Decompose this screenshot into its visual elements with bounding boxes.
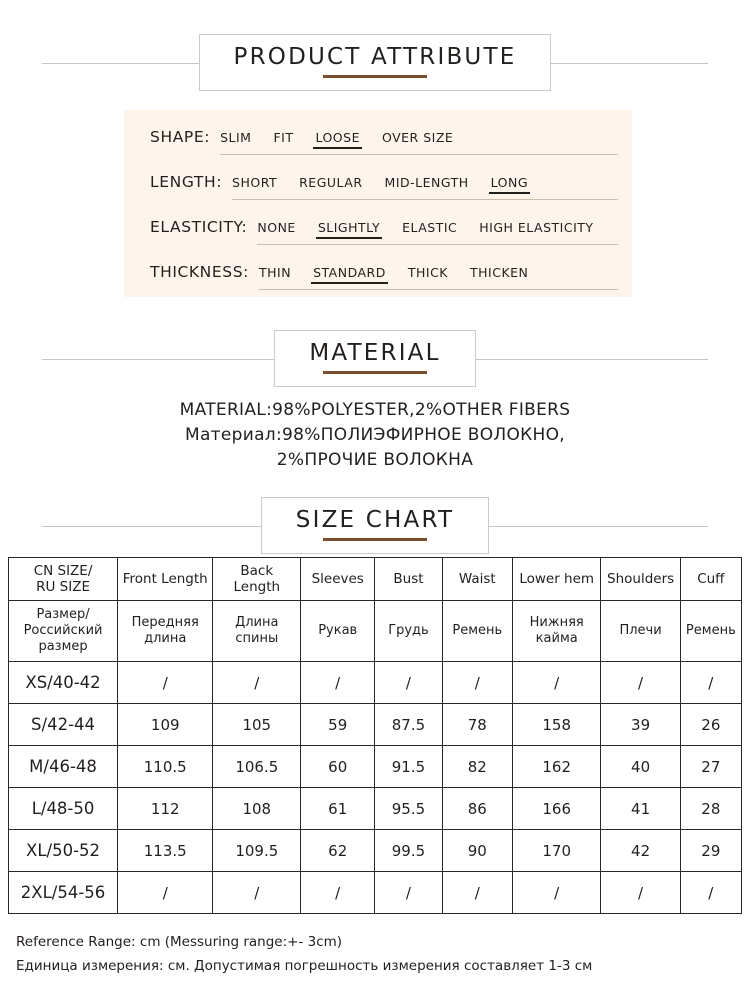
attribute-row-elasticity [150, 218, 618, 245]
header-cell-front-length: Front Length [118, 558, 213, 601]
attribute-option-over-size[interactable]: OVER SIZE [381, 130, 454, 145]
cell-waist: 86 [442, 788, 512, 830]
table-row [9, 830, 742, 872]
attribute-option-high-elasticity[interactable]: HIGH ELASTICITY [479, 220, 594, 235]
attribute-label-length: LENGTH: [150, 173, 223, 191]
cell-front-length: 110.5 [118, 746, 213, 788]
cell-size: S/42-44 [9, 704, 118, 746]
cell-size: XS/40-42 [9, 662, 118, 704]
cell-bust: 99.5 [375, 830, 442, 872]
size-chart-title: SIZE CHART [295, 507, 455, 533]
cell-cuff: 26 [680, 704, 741, 746]
cell-bust: 87.5 [375, 704, 442, 746]
header-cell-bust-ru: Грудь [375, 601, 442, 662]
header-cell-waist-ru: Ремень [442, 601, 512, 662]
cell-shoulders: 41 [601, 788, 680, 830]
cell-shoulders: 40 [601, 746, 680, 788]
attribute-option-slightly[interactable]: SLIGHTLY [318, 220, 380, 239]
header-cell-cuff-ru: Ремень [680, 601, 741, 662]
material-text-block [0, 398, 750, 473]
footnote-ru: Единица измерения: см. Допустимая погрешность измерения составляет 1-3 см [16, 958, 593, 974]
table-row [9, 788, 742, 830]
cell-size: 2XL/54-56 [9, 872, 118, 914]
header-cell-back-length: Back Length [213, 558, 301, 601]
footnotes [16, 930, 738, 978]
size-chart-title-box [261, 497, 489, 554]
ru-l1: Передняя [131, 615, 199, 630]
cell-cuff: 27 [680, 746, 741, 788]
header-cell-size-ru [9, 601, 118, 662]
cell-waist: / [442, 872, 512, 914]
header-size-line1: CN SIZE/ [33, 563, 93, 579]
ru-l2: кайма [535, 631, 578, 646]
attribute-option-mid-length[interactable]: MID-LENGTH [384, 175, 469, 190]
cell-cuff: 28 [680, 788, 741, 830]
material-line-ru-1: Материал:98%ПОЛИЭФИРНОЕ ВОЛОКНО, [185, 425, 565, 445]
header-cell-shoulders-ru: Плечи [601, 601, 680, 662]
cell-size: M/46-48 [9, 746, 118, 788]
cell-back-length: / [213, 662, 301, 704]
material-line-ru-2: 2%ПРОЧИЕ ВОЛОКНА [276, 450, 474, 470]
cell-lower-hem: 166 [512, 788, 601, 830]
cell-back-length: 105 [213, 704, 301, 746]
attribute-option-thick[interactable]: THICK [407, 265, 448, 280]
header-cell-shoulders: Shoulders [601, 558, 680, 601]
cell-sleeves: 59 [301, 704, 375, 746]
cell-sleeves: 62 [301, 830, 375, 872]
table-row [9, 704, 742, 746]
attribute-option-elastic[interactable]: ELASTIC [402, 220, 458, 235]
cell-lower-hem: / [512, 872, 601, 914]
material-banner [0, 330, 750, 387]
table-header-row-en [9, 558, 742, 601]
cell-shoulders: / [601, 662, 680, 704]
ru-l1: Длина [235, 615, 279, 630]
cell-shoulders: 42 [601, 830, 680, 872]
header-size-ru-line1: Размер/ [36, 607, 90, 622]
header-cell-cuff: Cuff [680, 558, 741, 601]
cell-front-length: / [118, 662, 213, 704]
attribute-options-shape [220, 130, 618, 155]
title-underline [323, 538, 427, 541]
attribute-option-short[interactable]: SHORT [232, 175, 278, 190]
cell-bust: / [375, 662, 442, 704]
title-underline [323, 371, 427, 374]
attribute-row-thickness [150, 263, 618, 290]
header-cell-lower-hem-ru [512, 601, 601, 662]
header-size-ru-line3: размер [38, 639, 88, 654]
attribute-row-length [150, 173, 618, 200]
product-attribute-title-box [199, 34, 552, 91]
cell-cuff: / [680, 662, 741, 704]
cell-sleeves: 60 [301, 746, 375, 788]
material-title-box [274, 330, 475, 387]
cell-sleeves: / [301, 662, 375, 704]
attribute-option-none[interactable]: NONE [257, 220, 296, 235]
attribute-row-shape [150, 128, 618, 155]
cell-lower-hem: 162 [512, 746, 601, 788]
table-header-row-ru [9, 601, 742, 662]
cell-lower-hem: 170 [512, 830, 601, 872]
cell-sleeves: 61 [301, 788, 375, 830]
cell-bust: 95.5 [375, 788, 442, 830]
header-cell-sleeves: Sleeves [301, 558, 375, 601]
size-chart-table [8, 557, 742, 914]
header-cell-size [9, 558, 118, 601]
attribute-option-regular[interactable]: REGULAR [299, 175, 363, 190]
cell-size: L/48-50 [9, 788, 118, 830]
cell-front-length: 112 [118, 788, 213, 830]
cell-waist: / [442, 662, 512, 704]
header-cell-lower-hem: Lower hem [512, 558, 601, 601]
table-row [9, 662, 742, 704]
attribute-label-thickness: THICKNESS: [150, 263, 249, 281]
cell-lower-hem: / [512, 662, 601, 704]
cell-back-length: 109.5 [213, 830, 301, 872]
table-row [9, 872, 742, 914]
attribute-options-thickness [259, 265, 618, 290]
attribute-option-long[interactable]: LONG [491, 175, 528, 194]
ru-l2: спины [235, 631, 279, 646]
footnote-en: Reference Range: cm (Messuring range:+- 3cm) [16, 934, 343, 950]
cell-shoulders: / [601, 872, 680, 914]
ru-l1: Нижняя [529, 615, 584, 630]
ru-l2: длина [144, 631, 187, 646]
header-cell-sleeves-ru: Рукав [301, 601, 375, 662]
attribute-options-length [232, 175, 618, 200]
header-cell-back-length-ru [213, 601, 301, 662]
material-line-en: MATERIAL:98%POLYESTER,2%OTHER FIBERS [179, 400, 571, 420]
page-title: PRODUCT ATTRIBUTE [233, 44, 517, 70]
cell-bust: / [375, 872, 442, 914]
attribute-option-loose[interactable]: LOOSE [315, 130, 360, 149]
cell-front-length: 109 [118, 704, 213, 746]
product-attribute-banner [0, 34, 750, 91]
table-row [9, 746, 742, 788]
cell-waist: 90 [442, 830, 512, 872]
material-title: MATERIAL [309, 340, 441, 366]
header-cell-bust: Bust [375, 558, 442, 601]
attribute-option-slim[interactable]: SLIM [220, 130, 252, 145]
cell-shoulders: 39 [601, 704, 680, 746]
header-size-line2: RU SIZE [36, 579, 90, 595]
cell-waist: 82 [442, 746, 512, 788]
attribute-label-elasticity: ELASTICITY: [150, 218, 248, 236]
header-size-ru-line2: Российский [23, 623, 103, 638]
cell-front-length: / [118, 872, 213, 914]
attribute-label-shape: SHAPE: [150, 128, 211, 146]
cell-back-length: 106.5 [213, 746, 301, 788]
attribute-option-thin[interactable]: THIN [258, 265, 292, 280]
cell-back-length: 108 [213, 788, 301, 830]
attribute-option-thicken[interactable]: THICKEN [470, 265, 529, 280]
cell-sleeves: / [301, 872, 375, 914]
attribute-options-elasticity [257, 220, 618, 245]
cell-cuff: 29 [680, 830, 741, 872]
cell-waist: 78 [442, 704, 512, 746]
header-cell-waist: Waist [442, 558, 512, 601]
cell-cuff: / [680, 872, 741, 914]
title-underline [323, 75, 427, 78]
cell-lower-hem: 158 [512, 704, 601, 746]
cell-back-length: / [213, 872, 301, 914]
cell-size: XL/50-52 [9, 830, 118, 872]
cell-front-length: 113.5 [118, 830, 213, 872]
cell-bust: 91.5 [375, 746, 442, 788]
header-cell-front-length-ru [118, 601, 213, 662]
size-chart-banner [0, 497, 750, 554]
attribute-option-standard[interactable]: STANDARD [313, 265, 386, 284]
attribute-option-fit[interactable]: FIT [273, 130, 294, 145]
product-attribute-panel [124, 110, 632, 297]
